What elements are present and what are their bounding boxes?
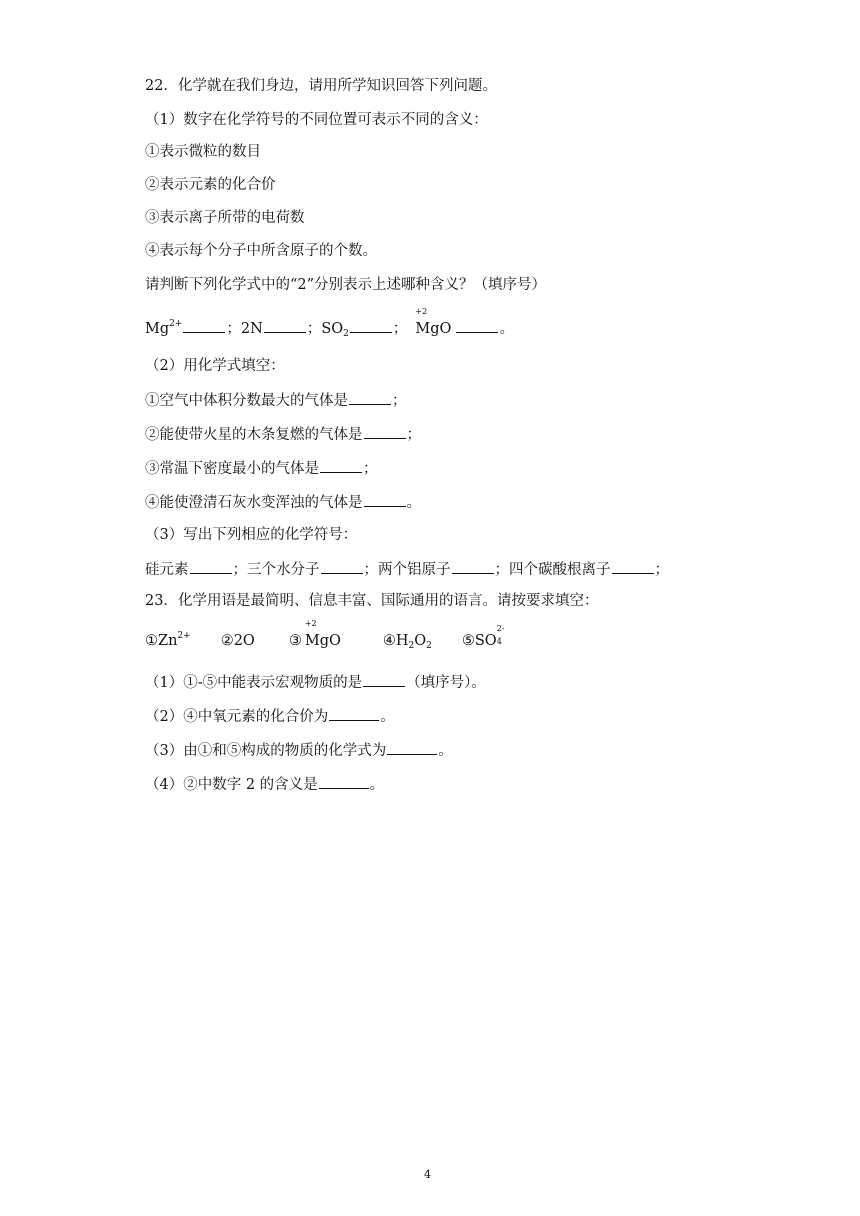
answer-blank-silicon[interactable] (190, 558, 232, 574)
symbol-mg-ion: $Mg^{2+}$ (145, 319, 183, 337)
q22-part2-intro: （2）用化学式填空： (145, 358, 285, 374)
answer-blank-q23-1[interactable] (363, 671, 405, 687)
page-number: 4 (424, 1168, 431, 1181)
answer-blank-fill-1[interactable] (349, 389, 391, 405)
answer-blank-fill-4[interactable] (364, 491, 406, 507)
q22-part3-intro: （3）写出下列相应的化学符号： (145, 527, 358, 543)
q23-sub-3: （3）由①和⑤构成的物质的化学式为 。 (145, 739, 453, 761)
q23-item-3: ③ +2 MgO (288, 619, 341, 649)
answer-blank-fill-2[interactable] (364, 423, 406, 439)
answer-blank-mg-ion[interactable] (183, 317, 225, 333)
symbol-mgo-valence: +2 MgO (415, 307, 452, 337)
q22-symbols-row: $Mg^{2+}$ ；2N ；$SO_2$ ； +2 MgO 。 (145, 307, 514, 339)
answer-blank-so2[interactable] (350, 317, 392, 333)
q22-meaning-1: ①表示微粒的数目 (145, 144, 261, 160)
answer-blank-water[interactable] (321, 558, 363, 574)
symbol-so2: $SO_2$ (321, 321, 349, 339)
q22-fill-1: ①空气中体积分数最大的气体是 ； (145, 389, 407, 411)
q22-title: 22．化学就在我们身边，请用所学知识回答下列问题。 (145, 78, 497, 94)
q22-fill-4: ④能使澄清石灰水变浑浊的气体是 。 (145, 491, 421, 513)
q23-item-4: $④H_2O_2$ (382, 633, 432, 651)
q22-fill-3: ③常温下密度最小的气体是 ； (145, 457, 378, 479)
answer-blank-q23-4[interactable] (319, 773, 369, 789)
answer-blank-aluminum[interactable] (452, 558, 494, 574)
symbol-2n: 2N (240, 321, 263, 337)
q22-meaning-4: ④表示每个分子中所含原子的个数。 (145, 243, 377, 259)
answer-blank-carbonate[interactable] (612, 558, 654, 574)
q22-question: 请判断下列化学式中的“2”分别表示上述哪种含义？（填序号） (145, 277, 547, 293)
answer-blank-mgo[interactable] (456, 317, 498, 333)
q22-meaning-2: ②表示元素的化合价 (145, 177, 276, 193)
answer-blank-fill-3[interactable] (320, 457, 362, 473)
q22-fill-2: ②能使带火星的木条复燃的气体是 ； (145, 423, 421, 445)
q23-items-row (145, 619, 505, 651)
answer-blank-q23-3[interactable] (387, 739, 437, 755)
q22-symbols-write-row: 硅元素 ；三个水分子 ；两个铝原子 ；四个碳酸根离子 ； (145, 558, 669, 580)
answer-blank-q23-2[interactable] (329, 705, 379, 721)
q22-meaning-3: ③表示离子所带的电荷数 (145, 210, 305, 226)
q23-sub-2: （2）④中氧元素的化合价为 。 (145, 705, 395, 727)
q23-title: 23．化学用语是最简明、信息丰富、国际通用的语言。请按要求填空： (145, 593, 599, 609)
answer-blank-2n[interactable] (264, 317, 306, 333)
q23-sub-1: （1）①-⑤中能表示宏观物质的是 （填序号）。 (145, 671, 486, 693)
q22-part1-intro: （1）数字在化学符号的不同位置可表示不同的含义： (145, 112, 488, 128)
q23-sub-4: （4）②中数字 2 的含义是 。 (145, 773, 384, 795)
q23-item-2: ②2O (220, 633, 255, 649)
q23-item-1: $①Zn^{2+}$ (145, 631, 191, 649)
q23-item-5: ⑤SO 2- 4 (461, 624, 505, 649)
